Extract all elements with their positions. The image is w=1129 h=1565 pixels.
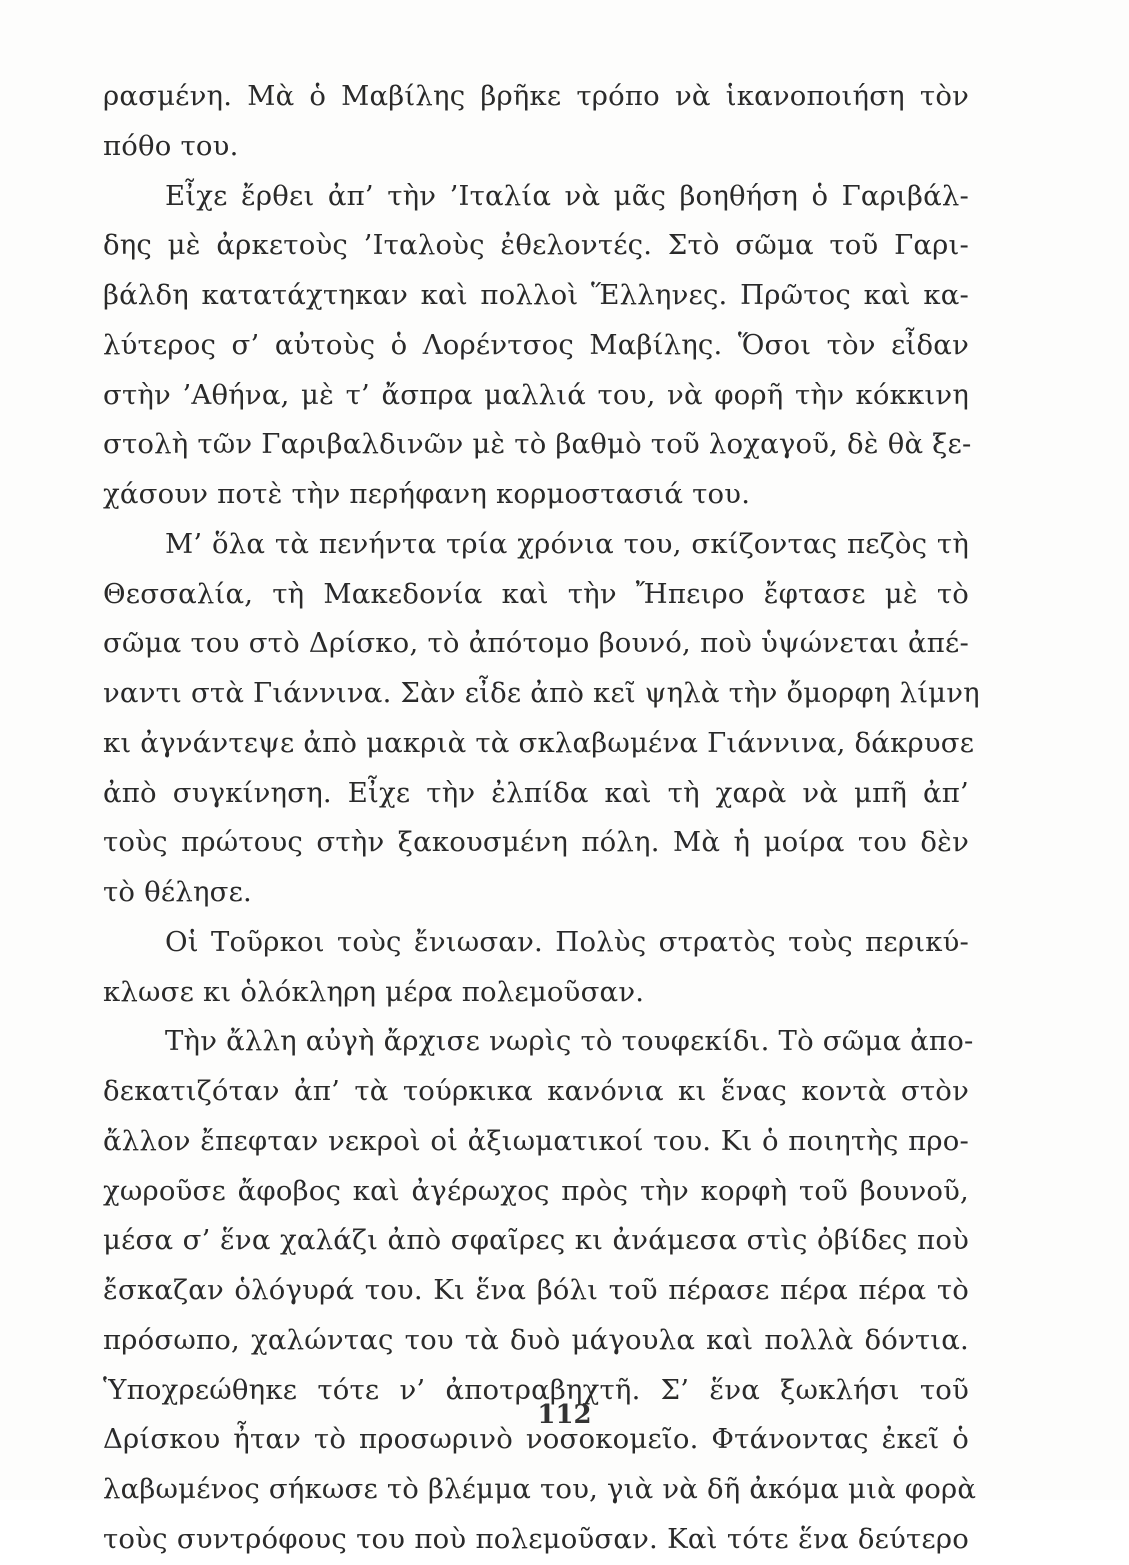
text-line: κλωσε κι ὁλόκληρη μέρα πολεμοῦσαν.: [103, 975, 645, 1008]
text-line: τὸ θέλησε.: [103, 876, 252, 908]
text-line: ἀπὸ συγκίνηση. Εἶχε τὴν ἐλπίδα καὶ τὴ χαρὰ νὰ μπῆ ἀπ’: [103, 776, 969, 809]
text-line: πόθο του.: [103, 129, 239, 162]
text-line: Ὑποχρεώθηκε τότε ν’ ἀποτραβηχτῆ. Σ’ ἕνα ξωκλήσι τοῦ: [103, 1373, 969, 1406]
text-line: ἄλλον ἔπεφταν νεκροὶ οἱ ἀξιωματικοί του. Κι ὁ ποιητὴς προ-: [103, 1124, 969, 1157]
page-number: 112: [537, 1400, 592, 1430]
text-line: στολὴ τῶν Γαριβαλδινῶν μὲ τὸ βαθμὸ τοῦ λοχαγοῦ, δὲ θὰ ξε-: [103, 428, 972, 461]
text-line: Οἱ Τοῦρκοι τοὺς ἔνιωσαν. Πολὺς στρατὸς τοὺς περικύ-: [165, 925, 969, 958]
text-line: λύτερος σ’ αὐτοὺς ὁ Λορέντσος Μαβίλης. Ὅσοι τὸν εἶδαν: [103, 328, 969, 361]
text-line: χάσουν ποτὲ τὴν περήφανη κορμοστασιά του.: [103, 478, 751, 510]
text-line: στὴν ’Αθήνα, μὲ τ’ ἄσπρα μαλλιά του, νὰ φορῆ τὴν κόκκινη: [103, 378, 969, 411]
text-line: τοὺς συντρόφους του ποὺ πολεμοῦσαν. Καὶ τότε ἕνα δεύτερο: [103, 1522, 969, 1555]
text-line: λαβωμένος σήκωσε τὸ βλέμμα του, γιὰ νὰ δῆ ἀκόμα μιὰ φορὰ: [103, 1473, 977, 1505]
text-line: κι ἀγνάντεψε ἀπὸ μακριὰ τὰ σκλαβωμένα Γιάννινα, δάκρυσε: [103, 726, 975, 759]
text-line: Δρίσκου ἦταν τὸ προσωρινὸ νοσοκομεῖο. Φτάνοντας ἐκεῖ ὁ: [103, 1423, 969, 1456]
text-line: πρόσωπο, χαλώντας του τὰ δυὸ μάγουλα καὶ πολλὰ δόντια.: [103, 1323, 969, 1356]
text-line: βάλδη κατατάχτηκαν καὶ πολλοὶ Ἕλληνες. Πρῶτος καὶ κα-: [103, 279, 969, 311]
text-line: σῶμα του στὸ Δρίσκο, τὸ ἀπότομο βουνό, ποὺ ὑψώνεται ἀπέ-: [103, 627, 969, 660]
text-line: δεκατιζόταν ἀπ’ τὰ τούρκικα κανόνια κι ἕνας κοντὰ στὸν: [103, 1075, 969, 1107]
text-line: τοὺς πρώτους στὴν ξακουσμένη πόλη. Μὰ ἡ μοίρα του δὲν: [103, 826, 969, 859]
text-line: χωροῦσε ἄφοβος καὶ ἀγέρωχος πρὸς τὴν κορφὴ τοῦ βουνοῦ,: [103, 1174, 969, 1207]
text-line: ρασμένη. Μὰ ὁ Μαβίλης βρῆκε τρόπο νὰ ἱκανοποιήση τὸν: [103, 80, 969, 112]
text-line: Μ’ ὅλα τὰ πενήντα τρία χρόνια του, σκίζοντας πεζὸς τὴ: [165, 527, 969, 560]
text-line: μέσα σ’ ἕνα χαλάζι ἀπὸ σφαῖρες κι ἀνάμεσα στὶς ὀβίδες ποὺ: [103, 1224, 969, 1257]
body-text: [103, 72, 980, 1565]
text-line: δης μὲ ἀρκετοὺς ’Ιταλοὺς ἐθελοντές. Στὸ σῶμα τοῦ Γαρι-: [103, 229, 969, 262]
text-line: Εἶχε ἔρθει ἀπ’ τὴν ’Ιταλία νὰ μᾶς βοηθήση ὁ Γαριβάλ-: [165, 179, 969, 212]
text-line: Τὴν ἄλλη αὐγὴ ἄρχισε νωρὶς τὸ τουφεκίδι. Τὸ σῶμα ἀπο-: [165, 1025, 974, 1058]
text-line: Θεσσαλία, τὴ Μακεδονία καὶ τὴν Ἤπειρο ἔφτασε μὲ τὸ: [103, 577, 969, 610]
text-line: ἔσκαζαν ὁλόγυρά του. Κι ἕνα βόλι τοῦ πέρασε πέρα πέρα τὸ: [103, 1274, 969, 1306]
text-line: ναντι στὰ Γιάννινα. Σὰν εἶδε ἀπὸ κεῖ ψηλὰ τὴν ὄμορφη λίμνη: [103, 677, 980, 709]
